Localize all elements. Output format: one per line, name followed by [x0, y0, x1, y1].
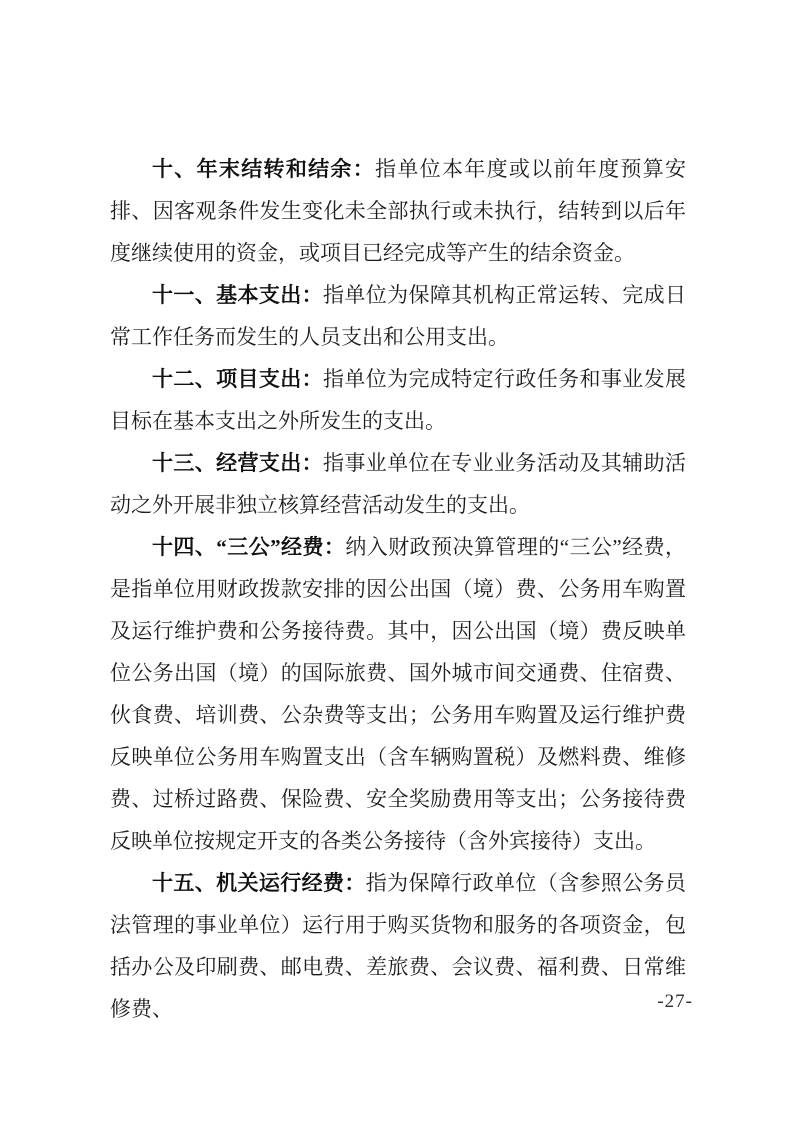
definition-paragraph: [110, 358, 686, 442]
term-label: 十四、“三公”经费：: [152, 535, 346, 559]
term-definition: 指单位为完成特定行政任务和事业发展目标在基本支出之外所发生的支出。: [110, 367, 686, 433]
term-label: 十五、机关运行经费：: [152, 871, 366, 895]
term-definition: 指事业单位在专业业务活动及其辅助活动之外开展非独立核算经营活动发生的支出。: [110, 451, 686, 517]
definition-paragraph: [110, 526, 686, 862]
definition-paragraph: [110, 442, 686, 526]
definition-paragraph: [110, 274, 686, 358]
term-definition: 指单位本年度或以前年度预算安排、因客观条件发生变化未全部执行或未执行，结转到以后年度继续使用的资金，或项目已经完成等产生的结余资金。: [110, 157, 687, 265]
term-label: 十一、基本支出：: [152, 283, 323, 307]
term-label: 十、年末结转和结余：: [152, 157, 376, 181]
definition-paragraph: [110, 148, 686, 274]
term-definition: 指为保障行政单位（含参照公务员法管理的事业单位）运行用于购买货物和服务的各项资金，包括办公及印刷费、邮电费、差旅费、会议费、福利费、日常维修费、: [110, 871, 686, 1021]
term-definition: 指单位为保障其机构正常运转、完成日常工作任务而发生的人员支出和公用支出。: [110, 283, 686, 349]
definition-paragraph: [110, 862, 686, 1030]
term-definition: 纳入财政预决算管理的“三公”经费，是指单位用财政拨款安排的因公出国（境）费、公务用车购置及运行维护费和公务接待费。其中，因公出国（境）费反映单位公务出国（境）的国际旅费、国外城市间交通费、住宿费、伙食费、培训费、公杂费等支出；公务用车购置及运行维护费反映单位公务用车购置支出（含车辆购置税）及燃料费、维修费、过桥过路费、保险费、安全奖励费用等支出；公务接待费反映单位按规定开支的各类公务接待（含外宾接待）支出。: [110, 535, 687, 853]
term-label: 十二、项目支出：: [152, 367, 323, 391]
text-block: [110, 148, 686, 1030]
term-label: 十三、经营支出：: [152, 451, 323, 475]
page-number: -27-: [657, 991, 693, 1012]
